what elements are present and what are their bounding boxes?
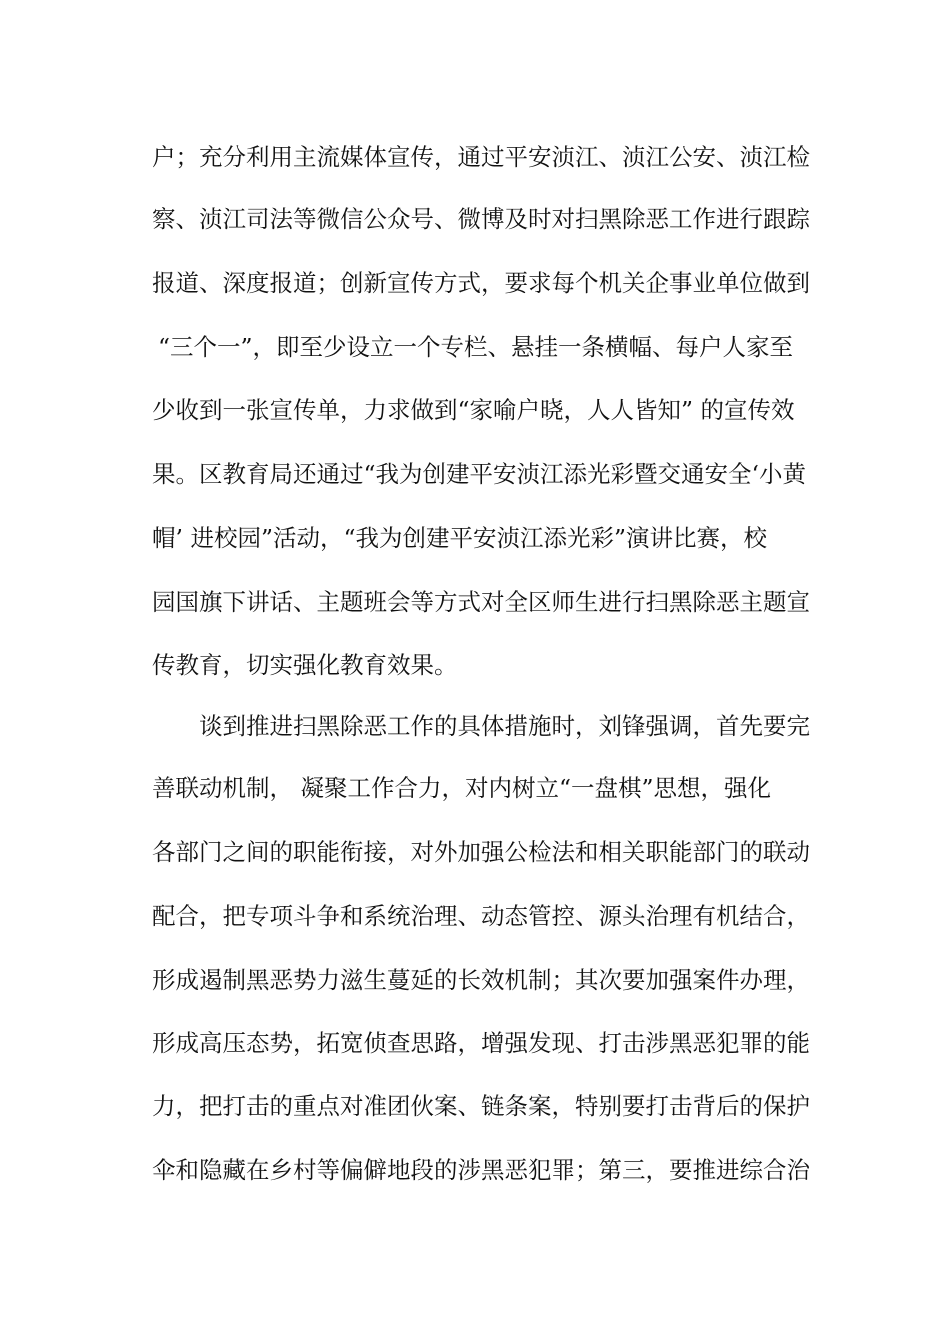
text-line: 报道、深度报道；创新宣传方式，要求每个机关企事业单位做到 [152, 269, 810, 297]
text-line: 少收到一张宣传单，力求做到“家喻户晓，人人皆知” 的宣传效 [152, 396, 795, 424]
text-line: 察、浈江司法等微信公众号、微博及时对扫黑除恶工作进行跟踪 [152, 205, 810, 233]
text-line: 形成高压态势，拓宽侦查思路，增强发现、打击涉黑恶犯罪的能 [152, 1029, 810, 1057]
text-line: 园国旗下讲话、主题班会等方式对全区师生进行扫黑除恶主题宣 [152, 588, 810, 616]
text-line: 各部门之间的职能衔接，对外加强公检法和相关职能部门的联动 [152, 838, 810, 866]
text-line: “三个一”，即至少设立一个专栏、悬挂一条横幅、每户人家至 [158, 333, 794, 361]
text-line: 伞和隐藏在乡村等偏僻地段的涉黑恶犯罪；第三，要推进综合治 [152, 1156, 810, 1184]
text-line: 传教育，切实强化教育效果。 [152, 651, 458, 679]
text-line: 力，把打击的重点对准团伙案、链条案，特别要打击背后的保护 [152, 1092, 810, 1120]
text-line: 配合，把专项斗争和系统治理、动态管控、源头治理有机结合， [152, 902, 810, 930]
text-line: 帽’ 进校园”活动，“我为创建平安浈江添光彩”演讲比赛，校 [152, 524, 767, 552]
text-line: 谈到推进扫黑除恶工作的具体措施时，刘锋强调，首先要完 [199, 712, 810, 740]
text-line: 善联动机制， 凝聚工作合力，对内树立“一盘棋”思想，强化 [152, 774, 771, 802]
text-line: 户；充分利用主流媒体宣传，通过平安浈江、浈江公安、浈江检 [152, 143, 810, 171]
text-line: 形成遏制黑恶势力滋生蔓延的长效机制；其次要加强案件办理， [152, 966, 810, 994]
text-line: 果。区教育局还通过“我为创建平安浈江添光彩暨交通安全‘小黄 [152, 460, 806, 488]
